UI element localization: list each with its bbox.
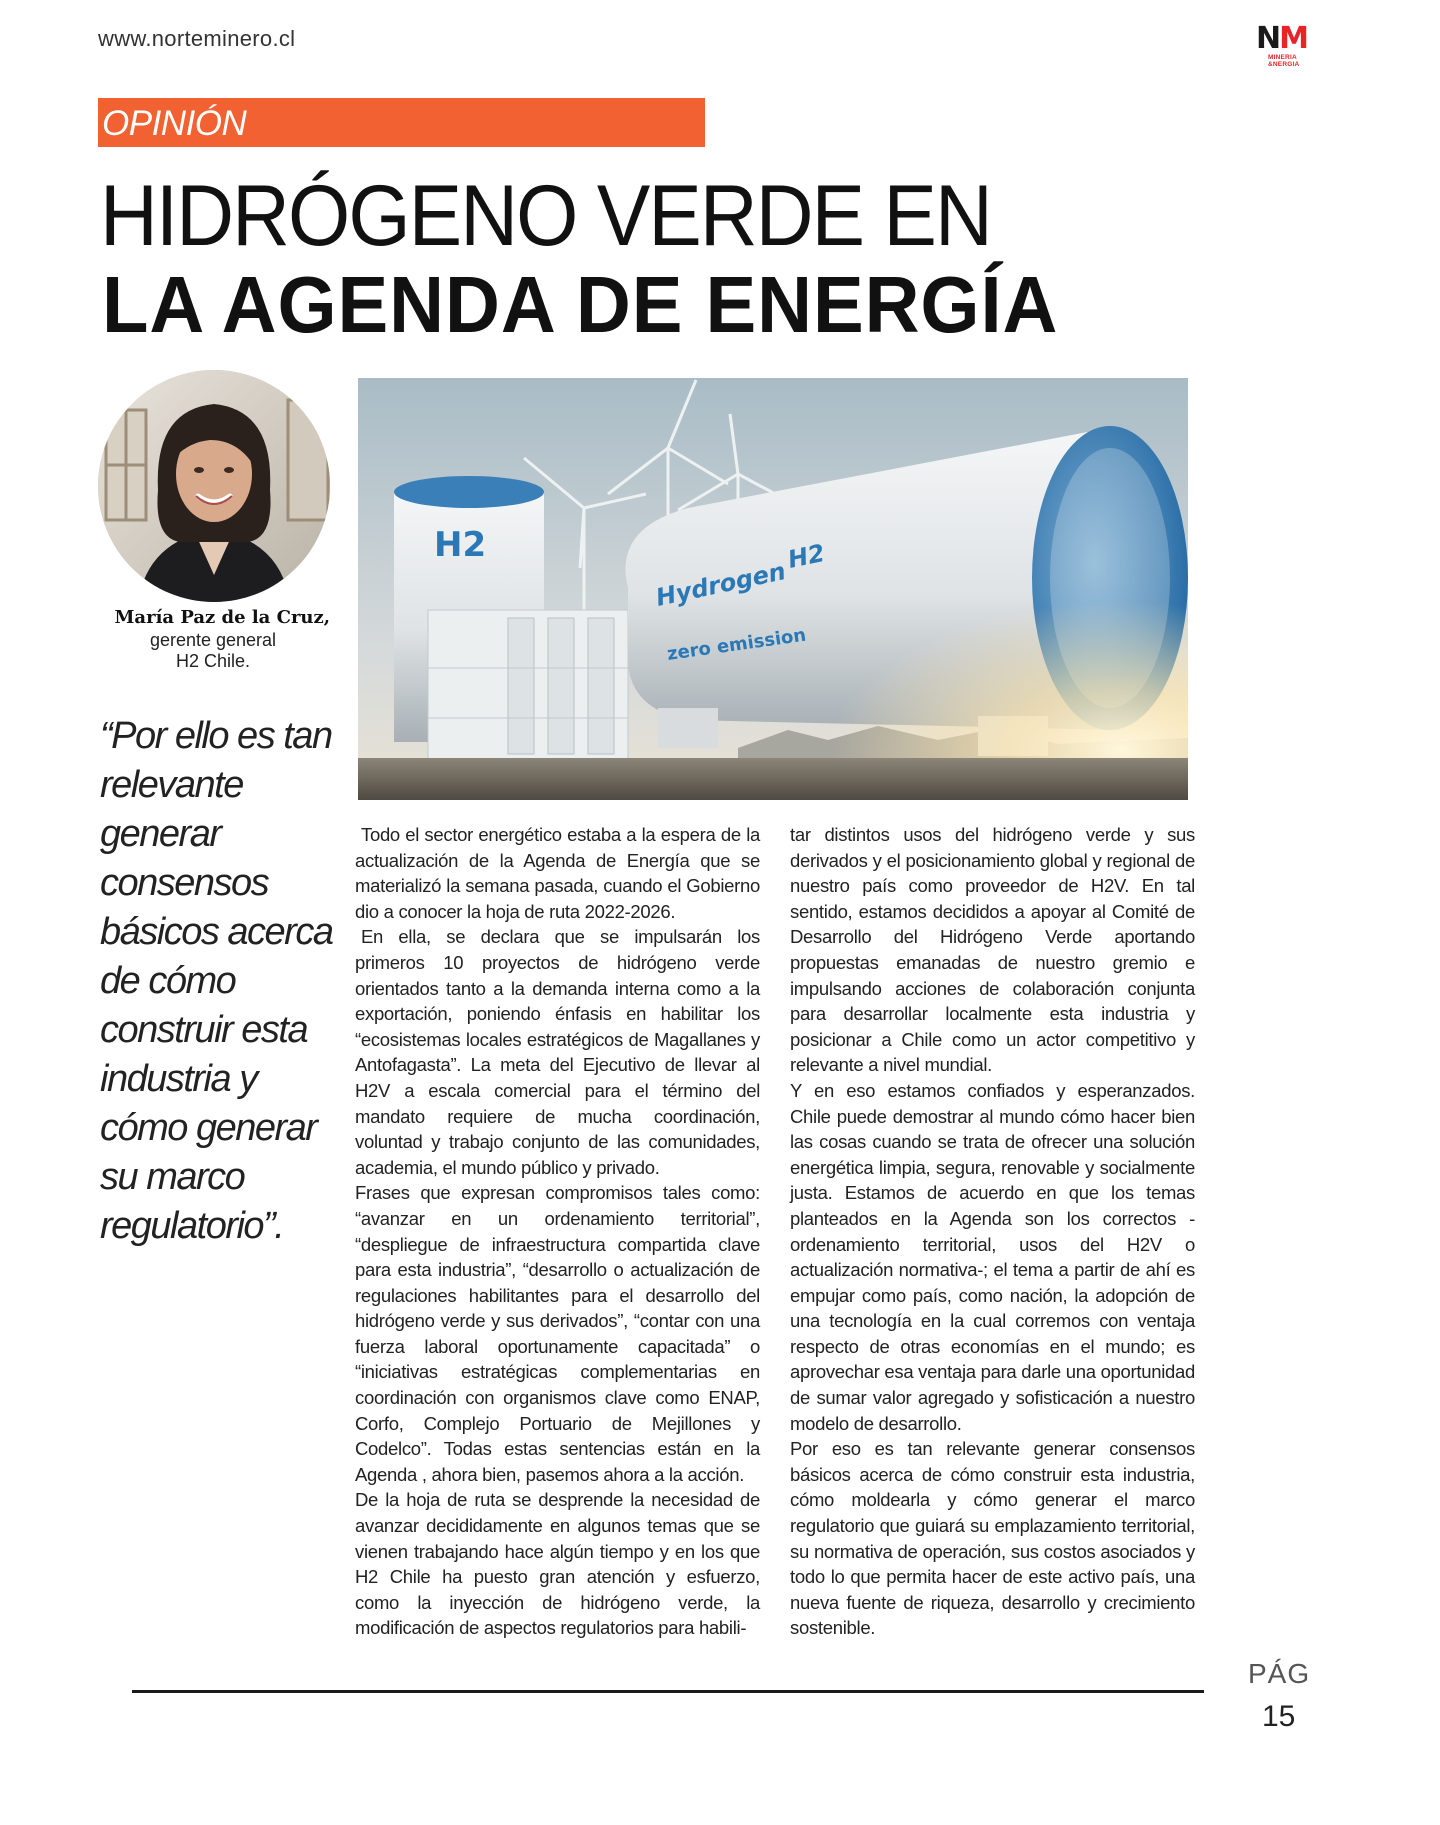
author-portrait: [98, 370, 330, 602]
footer-rule: [132, 1690, 1204, 1693]
article-paragraph: De la hoja de ruta se desprende la necesidad de avanzar decididamente en algunos temas que se vienen trabajando hace algún tiempo y en los que H2 Chile ha puesto gran atención y esfuerzo, como la inyección de hidrógeno verde, la modificación de aspectos regulatorios para habili-: [355, 1489, 760, 1639]
logo-letter-m: M: [1279, 21, 1307, 56]
author-name: María Paz de la Cruz,: [114, 607, 330, 628]
article-column-left: [355, 822, 760, 1641]
publication-logo: [1256, 21, 1318, 70]
site-url: www.norteminero.cl: [98, 26, 296, 51]
section-label: OPINIÓN: [102, 104, 247, 143]
article-paragraph: Por eso es tan relevante generar consensos básicos acerca de cómo construir esta industria, cómo moldearla y cómo generar el marco regulatorio que guiará su emplazamiento territorial, su normativa de operación, sus costos asociados y todo lo que permita hacer de este activo país, una nueva fuente de riqueza, desarrollo y crecimiento sostenible.: [790, 1438, 1195, 1639]
page-number: 15: [1262, 1700, 1296, 1733]
article-paragraph: En ella, se declara que se impulsarán los primeros 10 proyectos de hidrógeno verde orientados tanto a la demanda interna como a la exportación, poniendo énfasis en habilitar los “ecosistemas locales estratégicos de Magallanes y Antofagasta”. La meta del Ejecutivo de llevar al H2V a escala comercial para el término del mandato requiere de mucha coordinación, voluntad y trabajo conjunto de las comunidades, academia, el mundo público y privado.: [355, 926, 760, 1178]
headline-line2: LA AGENDA DE ENERGÍA: [102, 260, 1059, 349]
headline-line1: HIDRÓGENO VERDE EN: [100, 168, 991, 264]
article-column-right: [790, 822, 1195, 1641]
logo-letter-n: N: [1256, 21, 1280, 56]
article-paragraph: tar distintos usos del hidrógeno verde y sus derivados y el posicionamiento global y regional de nuestro país como proveedor de H2V. En tal sentido, estamos decididos a apoyar al Comité de Desarrollo del Hidrógeno Verde aportando propuestas emanadas de nuestro gremio e impulsando acciones de colaboración conjunta para desarrollar localmente esta industria y posicionar a Chile como un actor competitivo y relevante a nivel mundial.: [790, 824, 1195, 1076]
pull-quote: “Por ello es tan relevante generar consensos básicos acerca de cómo construir esta industria y cómo generar su marco regulatorio”.: [100, 715, 333, 1247]
author-role: gerente general: [149, 630, 277, 650]
article-paragraph: Todo el sector energético estaba a la espera de la actualización de la Agenda de Energía que se materializó la semana pasada, cuando el Gobierno dio a conocer la hoja de ruta 2022-2026.: [355, 824, 760, 922]
logo-sub-line1: MINERIA: [1268, 54, 1297, 61]
logo-mark: [1256, 21, 1318, 56]
article-paragraph: Y en eso estamos confiados y esperanzados. Chile puede demostrar al mundo cómo hacer bien las cosas cuando se trata de ofrecer una solución energética limpia, segura, renovable y socialmente justa. Estamos de acuerdo en que los temas planteados en la Agenda son los correctos -ordenamiento territorial, usos del H2V o actualización normativa-; el tema a partir de ahí es empujar como país, como nación, la adopción de una tecnología en la cual corremos con ventaja respecto de otras economías en el mundo; es aprovechar esa ventaja para darle una oportunidad de sumar valor agregado y sofisticación a nuestro modelo de desarrollo.: [790, 1079, 1195, 1434]
logo-sub-line2: &NERGIA: [1268, 61, 1300, 68]
section-bar: [98, 98, 705, 147]
page-label: PÁG: [1248, 1658, 1311, 1689]
author-org: H2 Chile.: [175, 651, 251, 671]
hero-image: [358, 378, 1188, 800]
article-paragraph: Frases que expresan compromisos tales como: “avanzar en un ordenamiento territorial”, “despliegue de infraestructura compartida clave para esta industria”, “desarrollo o actualización de regulaciones habilitantes para el desarrollo del hidrógeno verde y sus derivados”, “contar con una fuerza laboral oportunamente capacitada” o “iniciativas estratégicas complementarias en coordinación con organismos clave como ENAP, Corfo, Complejo Portuario de Mejillones y Codelco”. Todas estas sentencias están en la Agenda , ahora bien, pasemos ahora a la acción.: [355, 1182, 760, 1485]
